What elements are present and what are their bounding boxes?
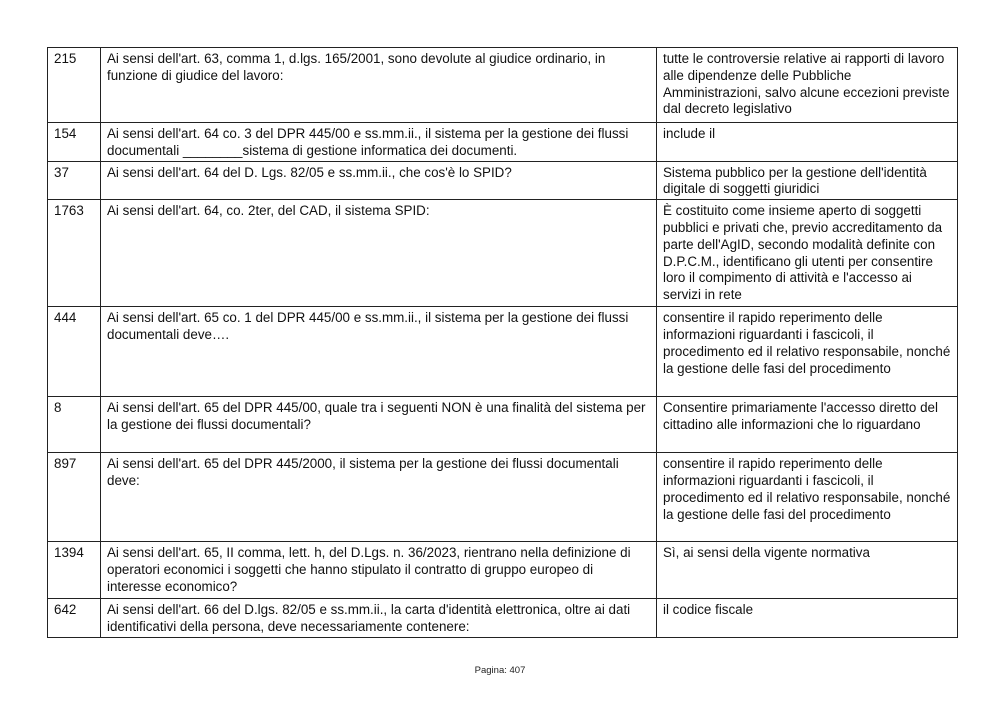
table-row — [48, 200, 958, 307]
answer-text: include il — [657, 123, 958, 162]
question-text: Ai sensi dell'art. 64 co. 3 del DPR 445/00 e ss.mm.ii., il sistema per la gestione dei flussi documentali ________sistema di gestione informatica dei documenti. — [101, 123, 657, 162]
table-row — [48, 599, 958, 638]
question-table — [47, 47, 958, 638]
answer-text: consentire il rapido reperimento delle informazioni riguardanti i fascicoli, il procedimento ed il relativo responsabile, nonché la gestione delle fasi del procedimento — [657, 453, 958, 542]
table-row — [48, 123, 958, 162]
question-text: Ai sensi dell'art. 65 del DPR 445/00, quale tra i seguenti NON è una finalità del sistema per la gestione dei flussi documentali? — [101, 397, 657, 453]
question-id: 8 — [48, 397, 101, 453]
question-id: 154 — [48, 123, 101, 162]
table-row — [48, 542, 958, 599]
question-id: 215 — [48, 48, 101, 123]
answer-text: il codice fiscale — [657, 599, 958, 638]
table-row — [48, 453, 958, 542]
question-text: Ai sensi dell'art. 65, II comma, lett. h, del D.Lgs. n. 36/2023, rientrano nella definizione di operatori economici i soggetti che hanno stipulato il contratto di gruppo europeo di interesse economico? — [101, 542, 657, 599]
question-text: Ai sensi dell'art. 65 del DPR 445/2000, il sistema per la gestione dei flussi documentali deve: — [101, 453, 657, 542]
question-text: Ai sensi dell'art. 65 co. 1 del DPR 445/00 e ss.mm.ii., il sistema per la gestione dei flussi documentali deve…. — [101, 307, 657, 397]
answer-text: È costituito come insieme aperto di soggetti pubblici e privati che, previo accreditamento da parte dell'AgID, secondo modalità definite con D.P.C.M., identificano gli utenti per consentire loro il compimento di attività e l'accesso ai servizi in rete — [657, 200, 958, 307]
question-id: 897 — [48, 453, 101, 542]
question-id: 642 — [48, 599, 101, 638]
answer-text: tutte le controversie relative ai rapporti di lavoro alle dipendenze delle Pubbliche Amministrazioni, salvo alcune eccezioni previste dal decreto legislativo — [657, 48, 958, 123]
question-text: Ai sensi dell'art. 64 del D. Lgs. 82/05 e ss.mm.ii., che cos'è lo SPID? — [101, 161, 657, 200]
question-text: Ai sensi dell'art. 66 del D.lgs. 82/05 e ss.mm.ii., la carta d'identità elettronica, oltre ai dati identificativi della persona, deve necessariamente contenere: — [101, 599, 657, 638]
answer-text: Sistema pubblico per la gestione dell'identità digitale di soggetti giuridici — [657, 161, 958, 200]
table-row — [48, 48, 958, 123]
table-row — [48, 161, 958, 200]
page-number: Pagina: 407 — [474, 665, 526, 676]
answer-text: Consentire primariamente l'accesso diretto del cittadino alle informazioni che lo riguardano — [657, 397, 958, 453]
answer-text: Sì, ai sensi della vigente normativa — [657, 542, 958, 599]
answer-text: consentire il rapido reperimento delle informazioni riguardanti i fascicoli, il procedimento ed il relativo responsabile, nonché la gestione delle fasi del procedimento — [657, 307, 958, 397]
question-id: 1763 — [48, 200, 101, 307]
question-id: 37 — [48, 161, 101, 200]
table-row — [48, 397, 958, 453]
question-text: Ai sensi dell'art. 63, comma 1, d.lgs. 165/2001, sono devolute al giudice ordinario, in funzione di giudice del lavoro: — [101, 48, 657, 123]
question-id: 1394 — [48, 542, 101, 599]
question-id: 444 — [48, 307, 101, 397]
question-text: Ai sensi dell'art. 64, co. 2ter, del CAD, il sistema SPID: — [101, 200, 657, 307]
table-row — [48, 307, 958, 397]
